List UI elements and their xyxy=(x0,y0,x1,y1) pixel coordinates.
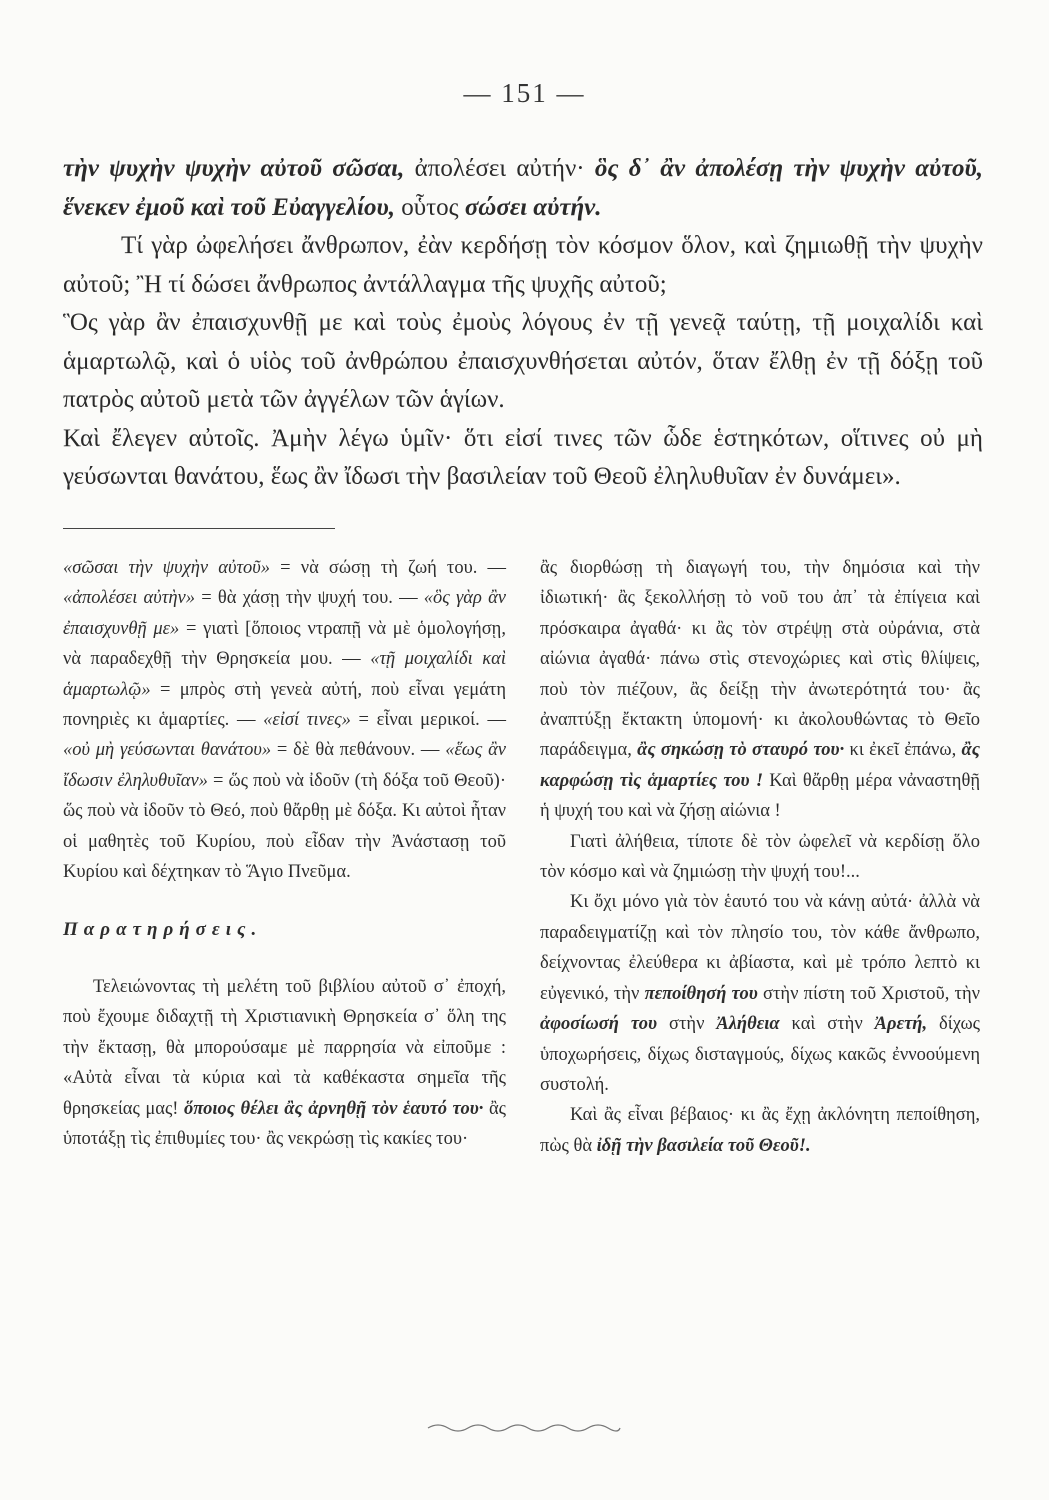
scripture-paragraph: Τί γὰρ ὠφελήσει ἄνθρωπον, ἐὰν κερδήσῃ τὸν κόσμον ὅλον, καὶ ζημιωθῇ τὴν ψυχὴν αὐτοῦ; Ἢ τί δώσει ἄνθρωπος ἀντάλλαγμα τῆς ψυχῆς αὐτοῦ; xyxy=(63,232,983,298)
emphasis-text: πεποίθησή του xyxy=(644,983,758,1004)
plain-text: Καὶ ἂς εἶναι βέβαιος· κι ἂς ἔχῃ ἀκλόνητη πεποίθηση, πὼς θὰ xyxy=(540,1105,980,1156)
term: «τῇ μοιχαλίδι καὶ ἁμαρτωλῷ» xyxy=(63,649,506,700)
emphasis-text: ὅποιος θέλει ἂς ἀρνηθῇ τὸν ἑαυτό του· xyxy=(184,1098,484,1119)
gloss: = μπρὸς στὴ γενεὰ αὐτή, ποὺ εἶναι γεμάτη πονηριὲς κι ἁμαρτίες. — xyxy=(63,679,506,731)
scripture-paragraph: Καὶ ἔλεγεν αὐτοῖς. Ἀμὴν λέγω ὑμῖν· ὅτι εἰσί τινες τῶν ὧδε ἑστηκότων, οἵτινες οὐ μὴ γεύσωνται θανάτου, ἕως ἂν ἴδωσι τὴν βασιλείαν τοῦ Θεοῦ ἐληλυθυῖαν ἐν δυνάμει». xyxy=(63,424,983,490)
plain-text: καὶ στὴν xyxy=(779,1014,875,1035)
remarks-paragraph xyxy=(63,972,506,1154)
plain-text: στὴν xyxy=(657,1014,717,1035)
gloss: = γιατὶ [ὅποιος ντραπῇ νὰ μὲ ὁμολογήσῃ, νὰ παραδεχθῇ τὴν Θρησκεία μου. — xyxy=(63,618,506,670)
right-column xyxy=(540,553,980,1161)
page-number: — 151 — xyxy=(463,78,586,108)
plain-text: Τελειώνοντας τὴ μελέτη τοῦ βιβλίου αὐτοῦ σ᾽ ἐποχή, ποὺ ἔχουμε διδαχτῇ τὴ Χριστιανικὴ Θρησκεία σ᾽ ὅλη της τὴν ἔκτασῃ, θὰ μπορούσαμε μὲ παρρησία νὰ εἰποῦμε : «Αὐτὰ εἶναι τὰ κύρια καὶ τὰ καθέκαστα σημεῖα τῆς θρησκείας μας! xyxy=(63,976,506,1119)
plain-text: ἂς ὑποτάξῃ τὶς ἐπιθυμίες του· ἂς νεκρώσῃ τὶς κακίες του· xyxy=(63,1098,506,1149)
emphasis-text: ἂς σηκώσῃ τὸ σταυρό του· xyxy=(637,740,845,761)
term: «οὐ μὴ γεύσωνται θανάτου» xyxy=(63,740,272,761)
emphasis-text: ἂς καρφώσῃ τὶς ἁμαρτίες του ! xyxy=(540,740,981,791)
term: «ἀπολέσει αὐτὴν» xyxy=(63,588,195,609)
remarks-paragraph xyxy=(540,887,980,1100)
emphasis-text: σώσει αὐτήν. xyxy=(458,193,602,221)
gloss: = δὲ θὰ πεθάνουν. — xyxy=(271,740,446,761)
plain-text: Κι ὄχι μόνο γιὰ τὸν ἑαυτό του νὰ κάνῃ αὐτά· ἀλλὰ νὰ παραδειγματίζῃ καὶ τὸν πλησίο του, τὸν κάθε ἄνθρωπο, δείχνοντας ἐλεύθερα κι ἀβίαστα, καὶ μὲ τρόπο λεπτὸ κι εὐγενικό, τὴν xyxy=(540,892,980,1004)
scripture-paragraph: Ὃς γὰρ ἂν ἐπαισχυνθῇ με καὶ τοὺς ἐμοὺς λόγους ἐν τῇ γενεᾷ ταύτῃ, τῇ μοιχαλίδι καὶ ἁμαρτωλῷ, καὶ ὁ υἱὸς τοῦ ἀνθρώπου ἐπαισχυνθήσεται αὐτόν, ὅταν ἔλθῃ ἐν τῇ δόξῃ τοῦ πατρὸς αὐτοῦ μετὰ τῶν ἀγγέλων τῶν ἁγίων. xyxy=(63,309,983,413)
plain-text: ἀπολέσει αὐτήν· xyxy=(404,155,585,182)
scripture-paragraph xyxy=(63,150,983,227)
gloss: = θὰ χάσῃ τὴν ψυχή του. — xyxy=(195,588,424,609)
gloss: = εἶναι μερικοί. — xyxy=(350,710,506,731)
emphasis-text: ἀφοσίωσή του xyxy=(540,1014,658,1035)
plain-text: ἂς διορθώσῃ τὴ διαγωγή του, τὴν δημόσια καὶ τὴν ἰδιωτική· ἂς ξεκολλήσῃ τὸ νοῦ του ἀπ᾽ τὰ ἐπίγεια καὶ πρόσκαιρα ἀγαθά· κι ἂς τὸν στρέψῃ στὰ οὐράνια, στὰ αἰώνια ἀγαθά· πάνω στὶς στενοχώριες καὶ στὶς θλίψεις, ποὺ τὸν πιέζουν, ἂς δείξῃ τὴν ἀνωτερότητά του· ἂς ἀναπτύξῃ ἔκτακτη ὑπομονή· κι ἀκολουθώντας τὸ Θεῖο παράδειγμα, xyxy=(540,558,980,761)
gloss: = ὥς ποὺ νὰ ἰδοῦν (τὴ δόξα τοῦ Θεοῦ)· ὥς ποὺ νὰ ἰδοῦν τὸ Θεό, ποὺ θἄρθῃ μὲ δόξα. Κι αὐτοὶ ἦταν οἱ μαθητὲς τοῦ Κυρίου, ποὺ εἶδαν τὴν Ἀνάστασῃ τοῦ Κυρίου καὶ δέχτηκαν τὸ Ἅγιο Πνεῦμα. xyxy=(63,770,507,883)
left-column xyxy=(63,553,506,1154)
emphasis-text: ὃς δ᾽ ἂν ἀπολέσῃ τὴν ψυχὴν αὐτοῦ, ἕνεκεν ἐμοῦ καὶ τοῦ Εὐαγγελίου, xyxy=(63,155,984,221)
term: «ἕως ἂν ἴδωσιν ἐληλυθυῖαν» xyxy=(63,740,507,791)
end-flourish-ornament xyxy=(424,1419,624,1437)
word-notes xyxy=(63,553,506,887)
term: «εἰσί τινες» xyxy=(263,710,351,731)
plain-text: κι ἐκεῖ ἐπάνω, xyxy=(844,740,962,761)
plain-text: δίχως ὑποχωρήσεις, δίχως δισταγμούς, δίχως κακῶς ἐννοούμενη συστολή. xyxy=(540,1014,980,1095)
emphasis-text: Ἀλήθεια xyxy=(716,1014,780,1035)
scripture-text xyxy=(63,150,983,497)
plain-text: στὴν πίστη τοῦ Χριστοῦ, τὴν xyxy=(757,983,980,1004)
emphasis-text: τὴν ψυχὴν ψυχὴν αὐτοῦ σῶσαι, xyxy=(63,155,405,182)
remarks-paragraph xyxy=(540,553,980,827)
term: «σῶσαι τὴν ψυχὴν αὐτοῦ» xyxy=(63,558,271,578)
footnote-divider xyxy=(63,528,335,529)
emphasis-text: Ἀρετή, xyxy=(874,1014,928,1035)
plain-text: Καὶ θἄρθῃ μέρα νἀναστηθῇ ἡ ψυχή του καὶ νὰ ζήσῃ αἰώνια ! xyxy=(540,770,980,822)
remarks-paragraph xyxy=(540,1100,980,1161)
remarks-heading: Παρατηρήσεις. xyxy=(63,919,263,941)
remarks-paragraph: Γιατὶ ἀλήθεια, τίποτε δὲ τὸν ὠφελεῖ νὰ κερδίσῃ ὅλο τὸν κόσμο καὶ νὰ ζημιώσῃ τὴν ψυχή του!... xyxy=(540,831,980,883)
plain-text: οὗτος xyxy=(394,193,459,221)
emphasis-text: ἰδῇ τὴν βασιλεία τοῦ Θεοῦ!. xyxy=(596,1135,811,1156)
term: «ὃς γὰρ ἂν ἐπαισχυνθῇ με» xyxy=(63,588,507,639)
gloss: = νὰ σώσῃ τὴ ζωή του. — xyxy=(270,558,506,578)
